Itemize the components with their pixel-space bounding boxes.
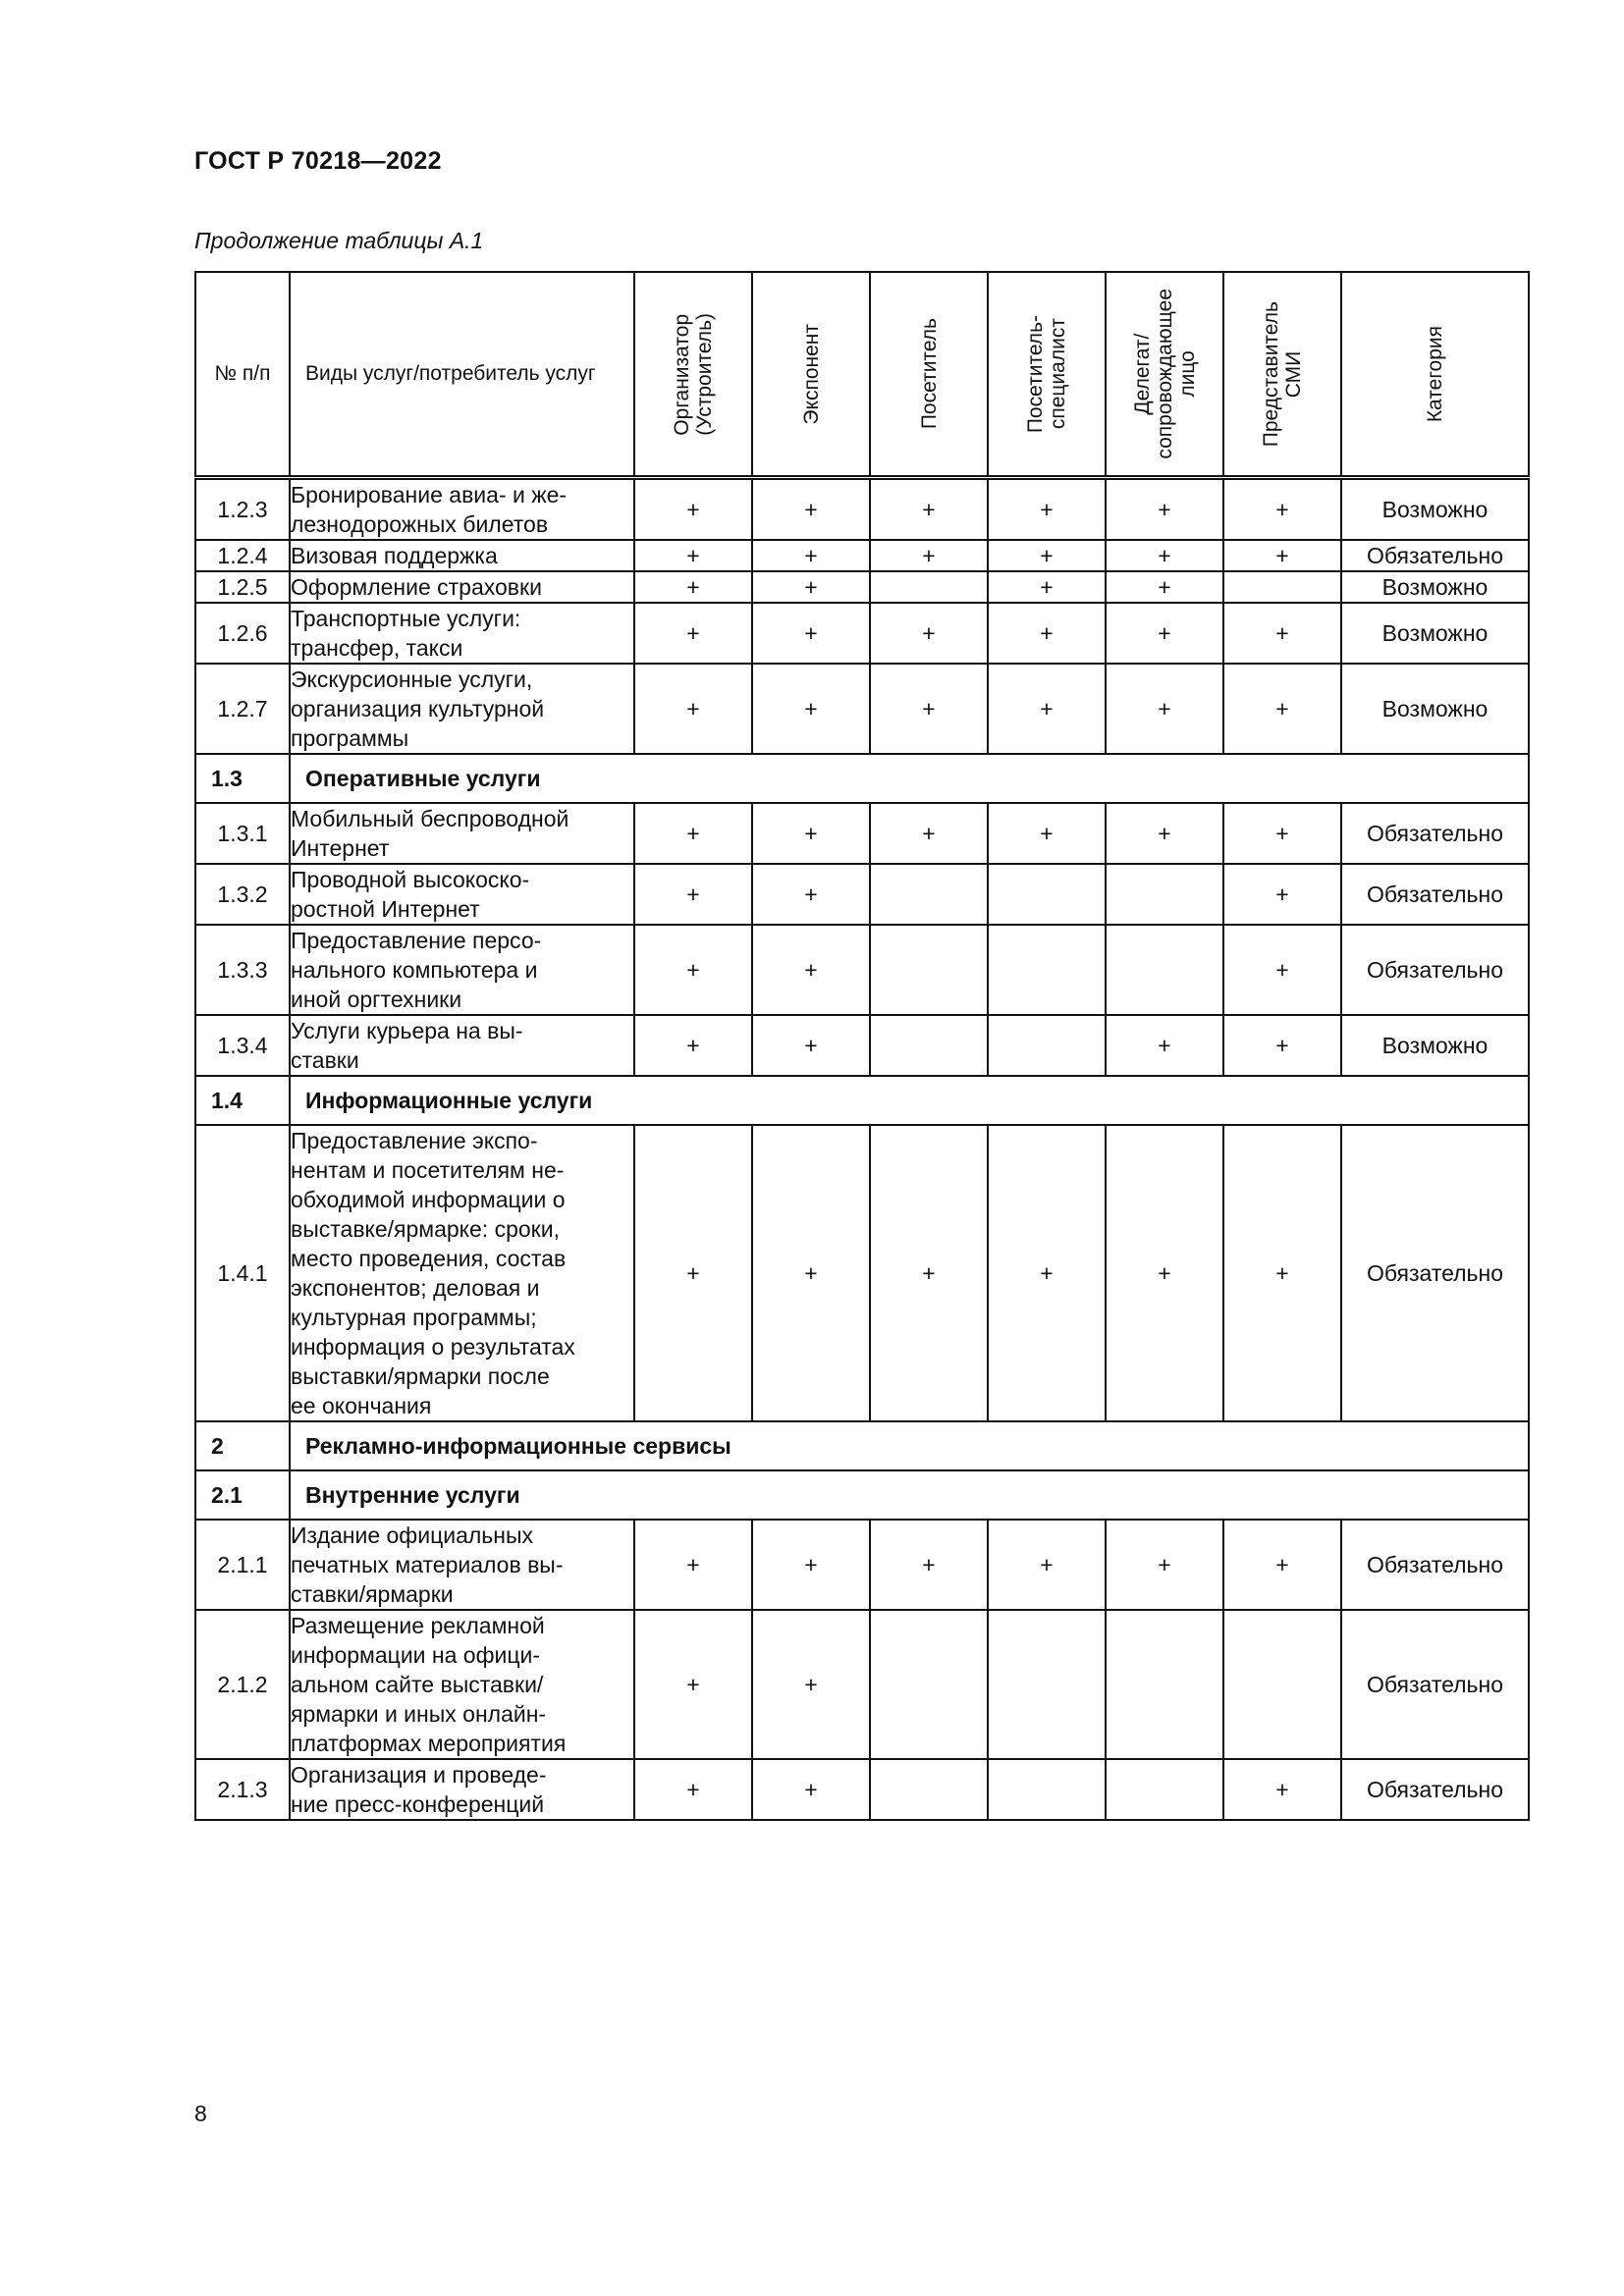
mark-cell: + (634, 1125, 752, 1421)
service-name-line: Размещение рекламной (291, 1613, 545, 1638)
table-row (195, 664, 1529, 754)
header-media: Представитель СМИ (1260, 300, 1305, 448)
service-name-line: обходимой информации о (291, 1187, 566, 1212)
mark-cell (870, 571, 988, 603)
service-name-line: организация культурной (291, 696, 545, 721)
mark-cell: + (634, 1015, 752, 1076)
mark-cell: + (1223, 540, 1341, 571)
service-name (290, 864, 634, 925)
service-name-line: экспонентов; деловая и (291, 1275, 540, 1301)
service-name-line: Мобильный беспроводной (291, 806, 569, 831)
table-row (195, 864, 1529, 925)
mark-cell: + (988, 603, 1106, 664)
category-cell: Возможно (1341, 571, 1529, 603)
mark-cell: + (752, 1610, 870, 1759)
header-organizer-cell (634, 272, 752, 478)
mark-cell (1223, 571, 1341, 603)
row-number: 2.1.1 (195, 1520, 290, 1610)
mark-cell: + (752, 478, 870, 541)
service-name (290, 478, 634, 541)
mark-cell: + (1223, 1520, 1341, 1610)
category-cell: Возможно (1341, 1015, 1529, 1076)
mark-cell: + (870, 803, 988, 864)
mark-cell: + (752, 540, 870, 571)
table-row (195, 803, 1529, 864)
mark-cell (870, 925, 988, 1015)
service-name-line: Предоставление экспо- (291, 1128, 538, 1153)
service-name (290, 1610, 634, 1759)
mark-cell (870, 864, 988, 925)
service-name (290, 540, 634, 571)
service-name-line: Организация и проведе- (291, 1762, 547, 1788)
mark-cell: + (752, 664, 870, 754)
table-row (195, 603, 1529, 664)
header-exhibitor-cell (752, 272, 870, 478)
mark-cell (1106, 864, 1223, 925)
header-category-cell (1341, 272, 1529, 478)
mark-cell: + (634, 1759, 752, 1820)
mark-cell (988, 1610, 1106, 1759)
service-name (290, 603, 634, 664)
header-visitor-cell (870, 272, 988, 478)
service-name-line: нального компьютера и (291, 957, 538, 983)
header-delegate-cell (1106, 272, 1223, 478)
mark-cell (1106, 925, 1223, 1015)
mark-cell: + (988, 478, 1106, 541)
service-name-line: иной оргтехники (291, 987, 462, 1012)
page-number: 8 (194, 2101, 207, 2126)
category-cell: Обязательно (1341, 1125, 1529, 1421)
service-name (290, 664, 634, 754)
service-name (290, 1125, 634, 1421)
table-body (195, 478, 1529, 1821)
header-exhibitor: Экспонент (799, 323, 823, 425)
service-name-line: ее окончания (291, 1393, 432, 1418)
row-number: 1.3.1 (195, 803, 290, 864)
table-row (195, 478, 1529, 541)
mark-cell: + (1223, 478, 1341, 541)
row-number: 1.2.5 (195, 571, 290, 603)
header-num: № п/п (195, 272, 290, 478)
mark-cell: + (1106, 1520, 1223, 1610)
mark-cell: + (870, 1520, 988, 1610)
mark-cell: + (870, 478, 988, 541)
mark-cell: + (870, 603, 988, 664)
section-row (195, 1470, 1529, 1520)
header-specialist-cell (988, 272, 1106, 478)
service-name-line: лезнодорожных билетов (291, 511, 549, 537)
mark-cell: + (752, 1759, 870, 1820)
service-name-line: трансфер, такси (291, 635, 463, 661)
service-name-line: нентам и посетителям не- (291, 1157, 565, 1183)
mark-cell: + (1106, 1125, 1223, 1421)
category-cell: Обязательно (1341, 1520, 1529, 1610)
mark-cell: + (988, 1125, 1106, 1421)
mark-cell (988, 1759, 1106, 1820)
header-media-cell (1223, 272, 1341, 478)
mark-cell (988, 864, 1106, 925)
header-visitor: Посетитель (917, 318, 941, 430)
service-name-line: выставке/ярмарке: сроки, (291, 1216, 560, 1242)
mark-cell: + (1106, 571, 1223, 603)
service-name-line: ставки/ярмарки (291, 1581, 454, 1607)
table-row (195, 1759, 1529, 1820)
row-number: 1.3.4 (195, 1015, 290, 1076)
mark-cell: + (752, 1520, 870, 1610)
mark-cell: + (988, 1520, 1106, 1610)
mark-cell: + (988, 664, 1106, 754)
service-name-line: печатных материалов вы- (291, 1552, 564, 1577)
mark-cell: + (752, 571, 870, 603)
table-row (195, 571, 1529, 603)
mark-cell: + (870, 540, 988, 571)
service-name-line: Транспортные услуги: (291, 606, 521, 631)
service-name-line: ставки (291, 1047, 359, 1073)
row-number: 1.2.4 (195, 540, 290, 571)
section-number: 1.3 (195, 754, 290, 803)
row-number: 1.2.3 (195, 478, 290, 541)
service-name-line: Бронирование авиа- и же- (291, 482, 568, 507)
category-cell: Возможно (1341, 603, 1529, 664)
header-category: Категория (1424, 325, 1446, 423)
table-row (195, 1015, 1529, 1076)
mark-cell (1106, 1610, 1223, 1759)
row-number: 1.4.1 (195, 1125, 290, 1421)
section-number: 2 (195, 1421, 290, 1470)
service-name-line: Экскурсионные услуги, (291, 667, 533, 692)
row-number: 2.1.2 (195, 1610, 290, 1759)
service-name (290, 1759, 634, 1820)
mark-cell: + (1223, 1759, 1341, 1820)
mark-cell (870, 1759, 988, 1820)
mark-cell: + (1223, 603, 1341, 664)
service-name-line: платформах мероприятия (291, 1731, 567, 1756)
mark-cell: + (1223, 803, 1341, 864)
service-name-line: информация о результатах (291, 1334, 575, 1360)
document-code: ГОСТ Р 70218—2022 (194, 147, 442, 175)
category-cell: Обязательно (1341, 864, 1529, 925)
header-specialist: Посетитель- специалист (1024, 314, 1069, 434)
mark-cell: + (634, 603, 752, 664)
section-title: Информационные услуги (290, 1076, 1529, 1125)
mark-cell: + (752, 1015, 870, 1076)
mark-cell: + (1223, 1015, 1341, 1076)
service-name-line: культурная программы; (291, 1305, 537, 1330)
mark-cell: + (634, 478, 752, 541)
header-service: Виды услуг/потребитель услуг (290, 272, 634, 478)
section-number: 2.1 (195, 1470, 290, 1520)
row-number: 1.2.6 (195, 603, 290, 664)
category-cell: Обязательно (1341, 1610, 1529, 1759)
mark-cell: + (634, 1520, 752, 1610)
section-title: Рекламно-информационные сервисы (290, 1421, 1529, 1470)
section-row (195, 1421, 1529, 1470)
mark-cell: + (870, 664, 988, 754)
mark-cell: + (634, 540, 752, 571)
mark-cell: + (634, 1610, 752, 1759)
table-caption: Продолжение таблицы А.1 (194, 228, 484, 253)
service-name (290, 925, 634, 1015)
mark-cell (988, 925, 1106, 1015)
header-organizer: Организатор (Устроитель) (671, 312, 716, 436)
service-name-line: программы (291, 725, 409, 751)
mark-cell: + (988, 571, 1106, 603)
mark-cell: + (1106, 803, 1223, 864)
mark-cell: + (1106, 603, 1223, 664)
section-title: Оперативные услуги (290, 754, 1529, 803)
mark-cell: + (752, 803, 870, 864)
service-name-line: Визовая поддержка (291, 543, 498, 568)
category-cell: Обязательно (1341, 925, 1529, 1015)
mark-cell: + (988, 803, 1106, 864)
mark-cell: + (1223, 664, 1341, 754)
section-number: 1.4 (195, 1076, 290, 1125)
mark-cell: + (634, 664, 752, 754)
row-number: 1.2.7 (195, 664, 290, 754)
category-cell: Возможно (1341, 478, 1529, 541)
service-name-line: Издание официальных (291, 1522, 534, 1548)
mark-cell: + (634, 571, 752, 603)
service-name-line: место проведения, состав (291, 1246, 567, 1271)
service-name (290, 803, 634, 864)
mark-cell (1106, 1759, 1223, 1820)
mark-cell: + (752, 1125, 870, 1421)
row-number: 1.3.2 (195, 864, 290, 925)
table-row (195, 925, 1529, 1015)
row-number: 2.1.3 (195, 1759, 290, 1820)
category-cell: Обязательно (1341, 803, 1529, 864)
table-row (195, 1125, 1529, 1421)
service-name-line: Проводной высокоско- (291, 867, 530, 892)
service-name-line: Услуги курьера на вы- (291, 1018, 523, 1043)
service-name-line: альном сайте выставки/ (291, 1672, 544, 1697)
mark-cell: + (1106, 1015, 1223, 1076)
section-row (195, 754, 1529, 803)
service-name-line: ние пресс-конференций (291, 1791, 545, 1817)
mark-cell: + (1223, 1125, 1341, 1421)
service-name-line: выставки/ярмарки после (291, 1363, 550, 1389)
mark-cell (870, 1015, 988, 1076)
mark-cell: + (752, 603, 870, 664)
header-delegate: Делегат/ сопровождающее лицо (1130, 289, 1199, 459)
table-row (195, 540, 1529, 571)
table-row (195, 1520, 1529, 1610)
mark-cell: + (634, 864, 752, 925)
mark-cell: + (988, 540, 1106, 571)
category-cell: Обязательно (1341, 540, 1529, 571)
mark-cell: + (1106, 478, 1223, 541)
mark-cell (1223, 1610, 1341, 1759)
service-name-line: Оформление страховки (291, 574, 542, 600)
service-name-line: Предоставление персо- (291, 928, 542, 953)
mark-cell: + (634, 925, 752, 1015)
category-cell: Возможно (1341, 664, 1529, 754)
service-name (290, 571, 634, 603)
service-name (290, 1520, 634, 1610)
mark-cell: + (634, 803, 752, 864)
row-number: 1.3.3 (195, 925, 290, 1015)
category-cell: Обязательно (1341, 1759, 1529, 1820)
service-name (290, 1015, 634, 1076)
service-name-line: информации на офици- (291, 1642, 541, 1668)
table-row (195, 1610, 1529, 1759)
mark-cell: + (1106, 664, 1223, 754)
mark-cell (870, 1610, 988, 1759)
section-row (195, 1076, 1529, 1125)
mark-cell: + (752, 925, 870, 1015)
services-table (194, 271, 1530, 1821)
mark-cell: + (870, 1125, 988, 1421)
service-name-line: ярмарки и иных онлайн- (291, 1701, 547, 1727)
mark-cell: + (1223, 925, 1341, 1015)
mark-cell (988, 1015, 1106, 1076)
section-title: Внутренние услуги (290, 1470, 1529, 1520)
service-name-line: Интернет (291, 835, 390, 861)
mark-cell: + (1223, 864, 1341, 925)
table-header-row (195, 272, 1529, 478)
mark-cell: + (1106, 540, 1223, 571)
service-name-line: ростной Интернет (291, 896, 480, 922)
mark-cell: + (752, 864, 870, 925)
